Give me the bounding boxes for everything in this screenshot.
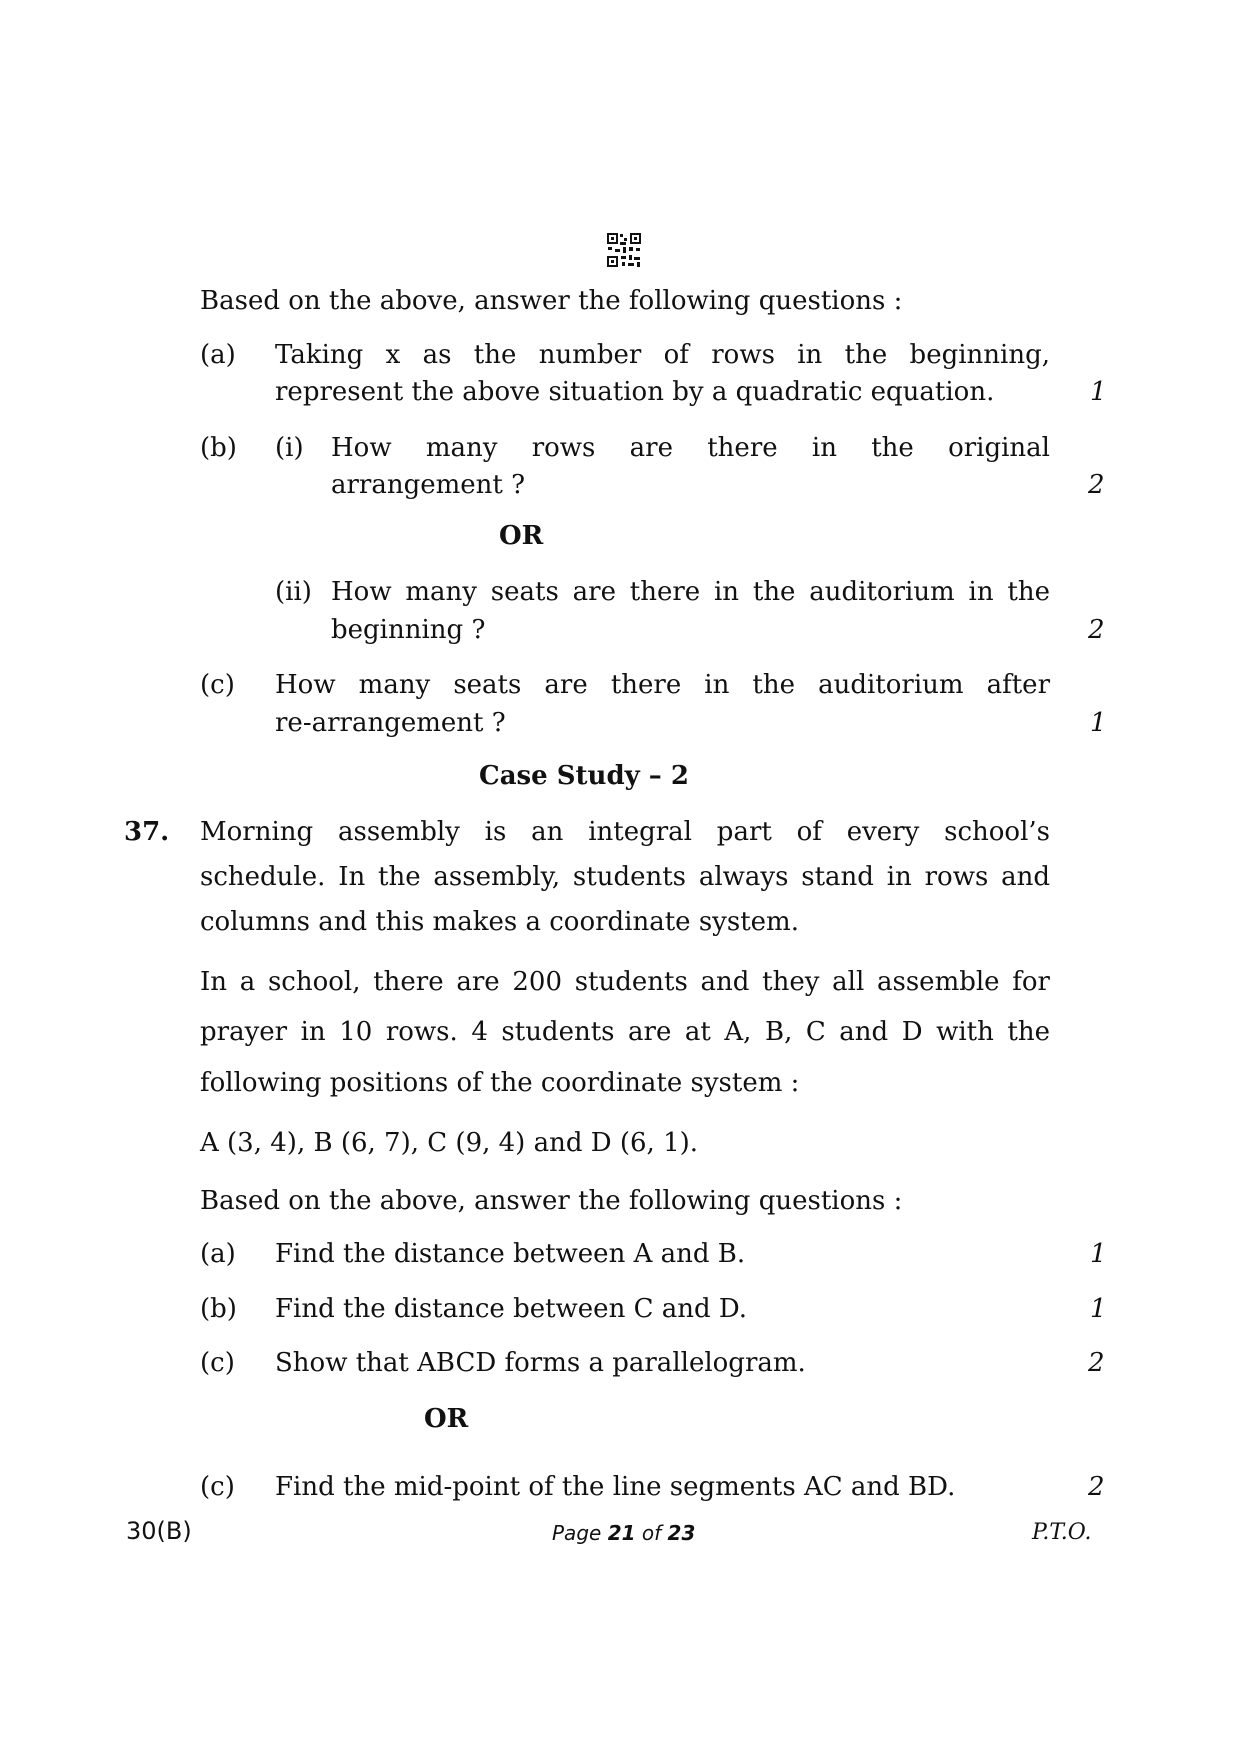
q37-p1-line1: Morning assembly is an integral part of every school’s: [200, 817, 1050, 847]
q37-c-alt-text: Find the mid-point of the line segments AC and BD.: [275, 1472, 956, 1502]
case-study-heading: Case Study – 2: [479, 761, 689, 791]
q36-intro: Based on the above, answer the following questions :: [200, 286, 903, 316]
q36-c-line2: re-arrangement ?: [275, 708, 506, 738]
paper-code: 30(B): [126, 1517, 192, 1545]
page-total: 23: [667, 1521, 696, 1545]
q37-p1-line2: schedule. In the assembly, students always stand in rows and: [200, 862, 1050, 892]
q37-c-text: Show that ABCD forms a parallelogram.: [275, 1348, 806, 1378]
q36-b-i-marks: 2: [1088, 470, 1105, 500]
q36-a-line1: Taking x as the number of rows in the beginning,: [275, 340, 1050, 370]
question-number: 37.: [124, 817, 170, 847]
q37-a-label: (a): [200, 1239, 236, 1269]
q37-a-marks: 1: [1090, 1239, 1107, 1269]
q36-b-ii-line1: How many seats are there in the auditorium in the: [331, 577, 1050, 607]
q37-a-text: Find the distance between A and B.: [275, 1239, 746, 1269]
q36-b-ii-label: (ii): [275, 577, 312, 607]
q37-p1-line3: columns and this makes a coordinate system.: [200, 907, 799, 937]
q37-p2-line1: In a school, there are 200 students and they all assemble for: [200, 967, 1050, 997]
page-prefix: Page: [552, 1521, 602, 1545]
q36-b-label: (b): [200, 433, 237, 463]
page-number: [552, 1520, 695, 1546]
or-separator: OR: [424, 1404, 469, 1434]
page-current: 21: [607, 1521, 636, 1545]
q36-b-ii-line2: beginning ?: [331, 615, 486, 645]
q36-b-i-line1: How many rows are there in the original: [331, 433, 1050, 463]
q37-p2-line2: prayer in 10 rows. 4 students are at A, B, C and D with the: [200, 1017, 1050, 1047]
q36-b-ii-marks: 2: [1088, 615, 1105, 645]
page-of: of: [641, 1521, 662, 1545]
pto-label: P.T.O.: [1032, 1520, 1092, 1545]
q36-b-i-line2: arrangement ?: [331, 470, 526, 500]
qr-code-icon: [606, 232, 642, 268]
q36-c-label: (c): [200, 670, 235, 700]
q37-intro: Based on the above, answer the following questions :: [200, 1186, 903, 1216]
q36-c-line1: How many seats are there in the auditorium after: [275, 670, 1050, 700]
q36-a-marks: 1: [1090, 377, 1107, 407]
q37-b-marks: 1: [1090, 1294, 1107, 1324]
q37-b-label: (b): [200, 1294, 237, 1324]
q37-p2-line3: following positions of the coordinate system :: [200, 1068, 800, 1098]
q37-c-label: (c): [200, 1348, 235, 1378]
q36-a-label: (a): [200, 340, 236, 370]
q36-b-i-label: (i): [275, 433, 304, 463]
or-separator: OR: [499, 521, 544, 551]
q37-c-marks: 2: [1088, 1348, 1105, 1378]
q37-c-alt-label: (c): [200, 1472, 235, 1502]
q37-points: A (3, 4), B (6, 7), C (9, 4) and D (6, 1).: [200, 1128, 699, 1158]
q36-c-marks: 1: [1090, 708, 1107, 738]
q37-b-text: Find the distance between C and D.: [275, 1294, 748, 1324]
q37-c-alt-marks: 2: [1088, 1472, 1105, 1502]
q36-a-line2: represent the above situation by a quadratic equation.: [275, 377, 995, 407]
